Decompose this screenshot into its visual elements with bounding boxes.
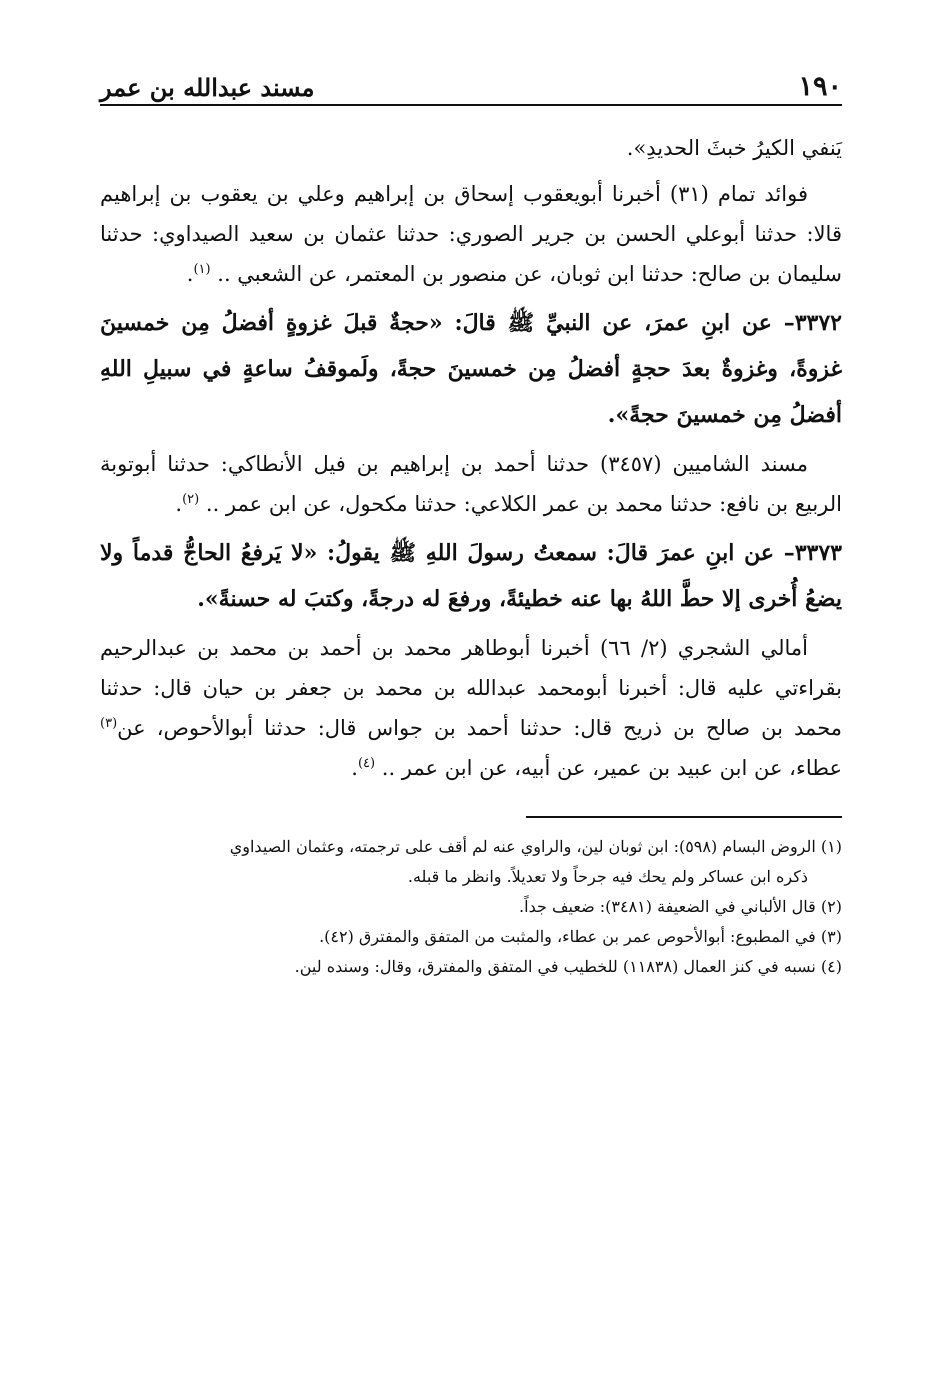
paragraph-text: مسند الشاميين (٣٤٥٧) حدثنا أحمد بن إبراهيم بن فيل الأنطاكي: حدثنا أبوتوبة الربيع بن نافع: حدثنا محمد بن عمر الكلاعي: حدثنا مكحول، عن ابن عمر .. (100, 452, 842, 516)
paragraph-text: فوائد تمام (٣١) أخبرنا أبويعقوب إسحاق بن إبراهيم وعلي بن يعقوب بن إبراهيم قالا: حدثنا أبوعلي الحسن بن جرير الصوري: حدثنا عثمان بن سعيد الصيداوي: حدثنا سليمان بن صالح: حدثنا ابن ثوبان، عن منصور بن المعتمر، عن الشعبي .. (100, 182, 842, 286)
page-content (100, 128, 842, 788)
paragraph-text: أمالي الشجري (٢/ ٦٦) أخبرنا أبوطاهر محمد بن أحمد بن محمد بن عبدالرحيم بقراءتي عليه قال: أخبرنا أبومحمد عبدالله بن محمد بن جعفر بن حيان قال: حدثنا محمد بن صالح بن ذريح قال: حدثنا أحمد بن جواس قال: حدثنا أبوالأحوص، عن (100, 636, 842, 740)
source-paragraph: أمالي الشجري (٢/ ٦٦) أخبرنا أبوطاهر محمد بن أحمد بن محمد بن عبدالرحيم بقراءتي عليه قال: أخبرنا أبومحمد عبدالله بن محمد بن جعفر بن حيان قال: حدثنا محمد بن صالح بن ذريح قال: حدثنا أحمد بن جواس قال: حدثنا أبوالأحوص، عن$^{(٣)}$ عطاء، عن ابن عبيد بن عمير، عن أبيه، عن ابن عمر .. $^{(٤)}$. (100, 636, 842, 780)
footnote-ref-2[interactable]: (٢) (182, 492, 200, 507)
page-number: ١٩٠ (798, 71, 842, 102)
paragraph-continuation (100, 128, 842, 168)
hadith-3372 (100, 300, 842, 438)
footnote-1: (١) الروض البسام (٥٩٨): ابن ثوبان لين، والراوي عنه لم أقف على ترجمته، وعثمان الصيداوي (229, 837, 842, 856)
book-page (100, 68, 842, 982)
footnote-2: (٢) قال الألباني في الضعيفة (٣٤٨١): ضعيف جداً. (519, 897, 842, 916)
footnote-divider (526, 816, 842, 818)
page-header (100, 68, 842, 106)
footnotes (100, 832, 842, 982)
footnote-4: (٤) نسبه في كنز العمال (١١٨٣٨) للخطيب في المتفق والمفترق، وقال: وسنده لين. (294, 957, 842, 976)
footnote-ref-3[interactable]: (٣) (100, 716, 118, 731)
source-paragraph: فوائد تمام (٣١) أخبرنا أبويعقوب إسحاق بن إبراهيم وعلي بن يعقوب بن إبراهيم قالا: حدثنا أبوعلي الحسن بن جرير الصوري: حدثنا عثمان بن سعيد الصيداوي: حدثنا سليمان بن صالح: حدثنا ابن ثوبان، عن منصور بن المعتمر، عن الشعبي .. $^{(١)}$. (100, 182, 842, 286)
footnote-1-continuation: ذكره ابن عساكر ولم يحك فيه جرحاً ولا تعديلاً. وانظر ما قبله. (407, 867, 808, 886)
source-paragraph: مسند الشاميين (٣٤٥٧) حدثنا أحمد بن إبراهيم بن فيل الأنطاكي: حدثنا أبوتوبة الربيع بن نافع: حدثنا محمد بن عمر الكلاعي: حدثنا مكحول، عن ابن عمر .. $^{(٢)}$. (100, 452, 842, 516)
paragraph-text: يَنفي الكيرُ خبثَ الحديدِ». (626, 136, 842, 160)
footnote-ref-1[interactable]: (١) (193, 262, 211, 277)
hadith-text: ٣٣٧٢– عن ابنِ عمرَ، عن النبيِّ ﷺ قالَ: «حجةٌ قبلَ غزوةٍ أفضلُ مِن خمسينَ غزوةً، وغزوةٌ بعدَ حجةٍ أفضلُ مِن خمسينَ حجةً، ولَموقفُ ساعةٍ في سبيلِ اللهِ أفضلُ مِن خمسينَ حجةً». (100, 310, 842, 428)
running-head: مسند عبدالله بن عمر (100, 73, 315, 102)
paragraph-text: عطاء، عن ابن عبيد بن عمير، عن أبيه، عن ابن عمر .. (381, 756, 842, 780)
footnote-3: (٣) في المطبوع: أبوالأحوص عمر بن عطاء، والمثبت من المتفق والمفترق (٤٢). (319, 927, 842, 946)
footnote-ref-4[interactable]: (٤) (357, 756, 376, 771)
hadith-3373 (100, 530, 842, 622)
hadith-text: ٣٣٧٣– عن ابنِ عمرَ قالَ: سمعتُ رسولَ اللهِ ﷺ يقولُ: «لا يَرفعُ الحاجُّ قدماً ولا يضعُ أُخرى إلا حطَّ اللهُ بها عنه خطيئةً، ورفعَ له درجةً، وكتبَ له حسنةً». (100, 540, 842, 612)
